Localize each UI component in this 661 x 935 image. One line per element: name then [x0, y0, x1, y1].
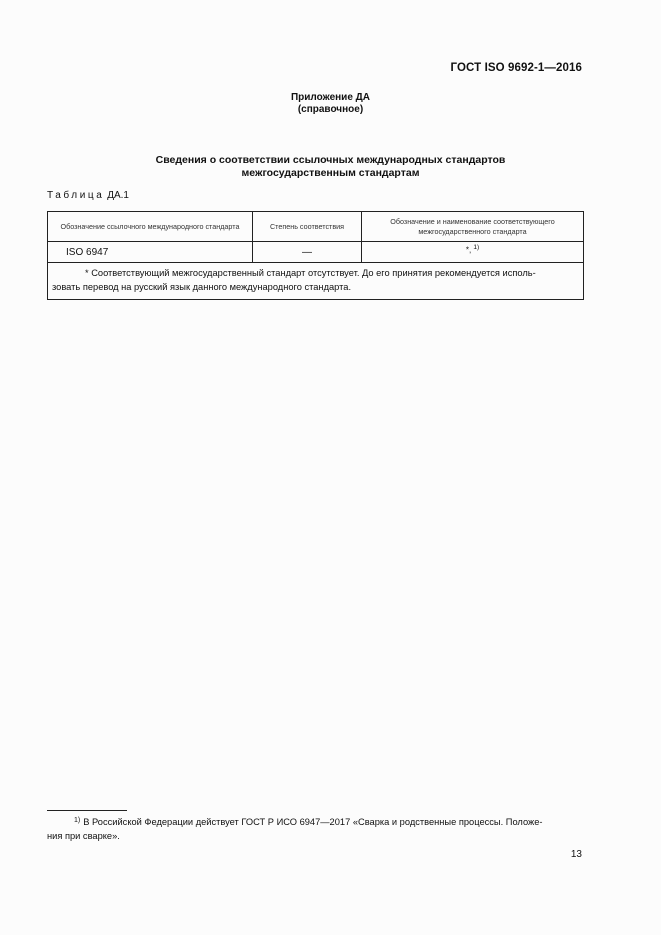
annex-title: Приложение ДА [290, 92, 371, 103]
table-caption-id: ДА.1 [107, 190, 129, 201]
cell-standard: ISO 6947 [48, 242, 253, 263]
document-code: ГОСТ ISO 9692-1—2016 [450, 62, 582, 74]
footnote-divider [47, 810, 127, 811]
header-degree: Степень соответствия [253, 212, 362, 242]
footnote-marker: 1) [74, 817, 81, 824]
cell-mark [362, 242, 584, 263]
correspondence-table [47, 211, 584, 300]
table-note-row [48, 263, 584, 300]
section-title-line1: Сведения о соответствии ссылочных международных стандартов [155, 154, 506, 166]
footnote [47, 814, 583, 843]
cell-mark-symbol: *, [465, 245, 474, 255]
table-note-line2: зовать перевод на русский язык данного международного стандарта. [52, 281, 352, 292]
cell-mark-footnote-ref: 1) [473, 244, 480, 251]
footnote-text-line1: В Российской Федерации действует ГОСТ Р ИСО 6947—2017 «Сварка и родственные процессы. Положе- [83, 817, 543, 827]
table-header-row [48, 212, 584, 242]
table-caption-word: Таблица [47, 190, 105, 201]
page-number: 13 [570, 849, 582, 860]
annex-heading [0, 92, 661, 116]
header-reference-standard: Обозначение ссылочного международного стандарта [48, 212, 253, 242]
footnote-line1 [47, 814, 583, 830]
annex-status: (справочное) [297, 104, 364, 115]
table-note-line1: * Соответствующий межгосударственный стандарт отсутствует. До его принятия рекомендуется исполь- [85, 268, 536, 278]
section-title-line2: межгосударственным стандартам [241, 167, 420, 179]
section-title [0, 154, 661, 180]
footnote-text-line2: ния при сварке». [47, 830, 120, 841]
table-note [48, 263, 584, 300]
table-caption [47, 190, 129, 201]
cell-degree: — [253, 242, 362, 263]
table-row [48, 242, 584, 263]
header-interstate-standard: Обозначение и наименование соответствующего межгосударственного стандарта [362, 212, 584, 242]
